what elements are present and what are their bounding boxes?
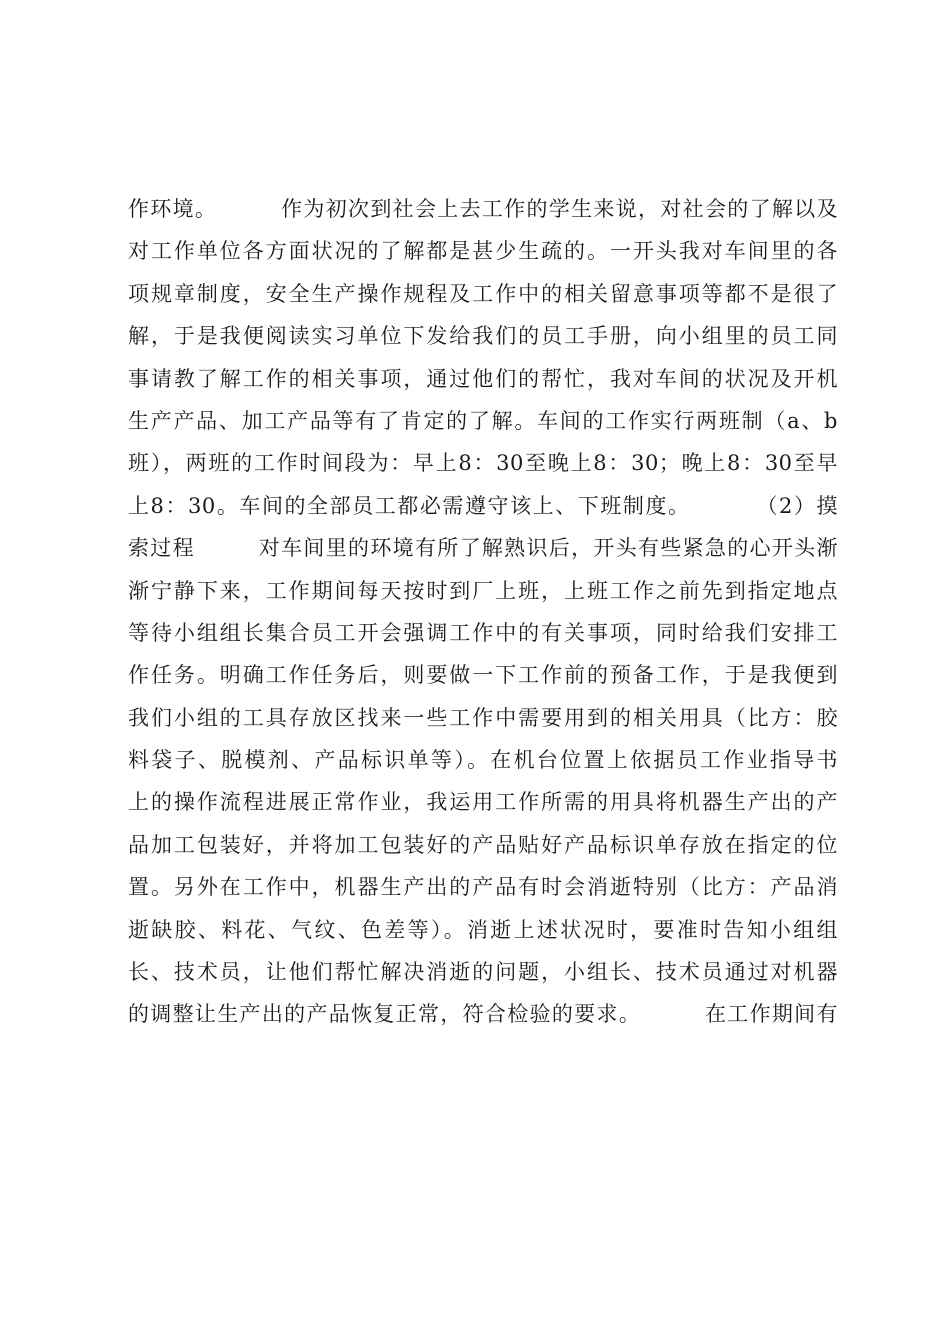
text-line: 等待小组组长集合员工开会强调工作中的有关事项，同时给我们安排工 bbox=[128, 620, 838, 645]
text-line: 我们小组的工具存放区找来一些工作中需要用到的相关用具（比方：胶 bbox=[128, 705, 838, 730]
text-line: 作任务。明确工作任务后，则要做一下工作前的预备工作，于是我便到 bbox=[128, 663, 838, 688]
text-line: 生产产品、加工产品等有了肯定的了解。车间的工作实行两班制（a、b bbox=[128, 408, 838, 433]
text-line: 置。另外在工作中，机器生产出的产品有时会消逝特别（比方：产品消 bbox=[128, 875, 838, 900]
text-line: 上8：30。车间的全部员工都必需遵守该上、下班制度。 （2）摸 bbox=[128, 493, 838, 518]
text-line: 逝缺胶、料花、气纹、色差等）。消逝上述状况时，要准时告知小组组 bbox=[128, 917, 838, 942]
text-line: 上的操作流程进展正常作业，我运用工作所需的用具将机器生产出的产 bbox=[128, 790, 838, 815]
body-text bbox=[128, 188, 838, 1036]
text-line: 项规章制度，安全生产操作规程及工作中的相关留意事项等都不是很了 bbox=[128, 281, 838, 306]
text-line: 对工作单位各方面状况的了解都是甚少生疏的。一开头我对车间里的各 bbox=[128, 239, 838, 264]
text-line: 的调整让生产出的产品恢复正常，符合检验的要求。 在工作期间有 bbox=[128, 1002, 838, 1027]
text-line: 索过程 对车间里的环境有所了解熟识后，开头有些紧急的心开头渐 bbox=[128, 536, 838, 561]
text-line: 长、技术员，让他们帮忙解决消逝的问题，小组长、技术员通过对机器 bbox=[128, 960, 838, 985]
text-line: 料袋子、脱模剂、产品标识单等）。在机台位置上依据员工作业指导书 bbox=[128, 748, 838, 773]
text-line: 作环境。 作为初次到社会上去工作的学生来说，对社会的了解以及 bbox=[128, 197, 838, 221]
text-line: 事请教了解工作的相关事项，通过他们的帮忙，我对车间的状况及开机 bbox=[128, 366, 838, 391]
text-line: 品加工包装好，并将加工包装好的产品贴好产品标识单存放在指定的位 bbox=[128, 832, 838, 857]
text-line: 班），两班的工作时间段为：早上8：30至晚上8：30；晚上8：30至早 bbox=[128, 451, 838, 476]
text-line: 渐宁静下来，工作期间每天按时到厂上班，上班工作之前先到指定地点 bbox=[128, 578, 838, 603]
text-line: 解，于是我便阅读实习单位下发给我们的员工手册，向小组里的员工同 bbox=[128, 324, 838, 349]
